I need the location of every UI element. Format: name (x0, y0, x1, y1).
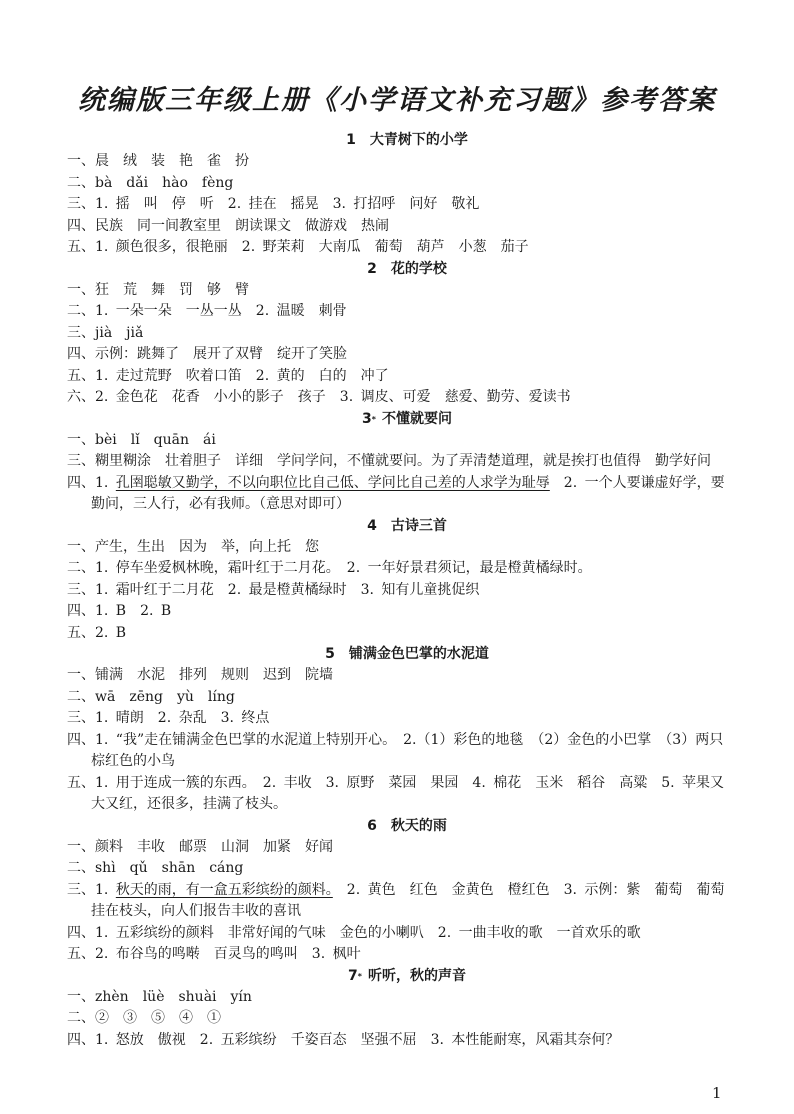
section-name: 听听，秋的声音 (367, 967, 466, 984)
section-name: 铺满金色巴掌的水泥道 (348, 646, 489, 662)
section-title (81, 644, 733, 665)
answer-line: 一、颜料 丰收 邮票 山洞 加紧 好闻 (67, 838, 333, 855)
answer-line: 四、1. 怒放 傲视 2. 五彩缤纷 千姿百态 坚强不屈 3. 本性能耐寒，风霜其奈何？ (67, 1031, 620, 1048)
answer-line: 四、示例：跳舞了 展开了双臂 绽开了笑脸 (67, 346, 347, 362)
section-title (81, 966, 733, 987)
section-number: 5 (325, 646, 335, 662)
answer-line: 四、民族 同一间教室里 朗读课文 做游戏 热闹 (67, 217, 389, 234)
answer-prefix: 三、1. (67, 881, 116, 898)
answer-rest: 2. 黄色 红色 金黄色 橙红色 3. 示例：紫 葡萄 葡萄挂在枝头，向人们报告丰收的喜讯 (91, 881, 725, 919)
answer-line: 三、jià jiǎ (67, 324, 144, 341)
page-number: 1 (712, 1084, 722, 1102)
answer-line: 一、铺满 水泥 排列 规则 迟到 院墙 (67, 667, 333, 683)
answer-line: 二、1. 一朵一朵 一丛一丛 2. 温暖 刺骨 (67, 303, 347, 319)
section-name: 古诗三首 (390, 517, 447, 534)
answer-line: 四、1. 五彩缤纷的颜料 非常好闻的气味 金色的小喇叭 2. 一曲丰收的歌 一首欢乐的歌 (67, 924, 641, 941)
section-number: 7 (348, 967, 358, 984)
answer-line: 二、bà dǎi hào fèng (67, 174, 234, 191)
section-title (81, 130, 733, 151)
answer-line: 二、② ③ ⑤ ④ ① (67, 1010, 221, 1026)
page-title: 统编版三年级上册《小学语文补充习题》参考答案 (78, 85, 716, 116)
section-number: 2 (367, 260, 377, 277)
answer-rest: 2. 一个人要谦虚好学，要勤问，三人行，必有我师。（意思对即可） (91, 474, 725, 512)
section-name: 大青树下的小学 (369, 132, 468, 148)
answer-line: 一、产生，生出 因为 举，向上托 您 (67, 538, 319, 555)
answer-line: 四、1. B 2. B (67, 603, 172, 619)
answer-line: 三、1. 摇 叫 停 听 2. 挂在 摇晃 3. 打招呼 问好 敬礼 (67, 196, 480, 212)
section-name: 花的学校 (390, 260, 447, 277)
section-number: 3 (362, 410, 372, 427)
section-title (81, 816, 733, 837)
section-name: 秋天的雨 (390, 817, 447, 834)
underlined-answer: 孔圉聪敏又勤学，不以向职位比自己低、学问比自己差的人求学为耻辱 (115, 474, 550, 491)
answer-line: 四、1. “我”走在铺满金色巴掌的水泥道上特别开心。 2.（1）彩色的地毯 （2）金色的小巴掌 （3）两只棕红色的小鸟 (67, 731, 724, 769)
answer-prefix: 四、1. (67, 474, 116, 491)
answer-line: 二、shì qǔ shān cáng (67, 860, 244, 876)
optional-mark: * (357, 971, 362, 981)
optional-mark: * (371, 414, 376, 424)
underlined-answer: 秋天的雨，有一盒五彩缤纷的颜料。 (115, 881, 333, 898)
answer-line: 一、bèi lǐ quān ái (67, 431, 216, 448)
answer-line: 六、2. 金色花 花香 小小的影子 孩子 3. 调皮、可爱 慈爱、勤劳、爱读书 (67, 389, 571, 405)
section-title (81, 516, 733, 537)
answer-line: 一、晨 绒 装 艳 雀 扮 (67, 153, 249, 169)
answer-content (67, 130, 733, 1051)
answer-line: 五、2. 布谷鸟的鸣啭 百灵鸟的鸣叫 3. 枫叶 (67, 946, 361, 962)
answer-line: 二、wā zēng yù líng (67, 688, 235, 705)
answer-line (67, 880, 733, 923)
answer-line: 三、糊里糊涂 壮着胆子 详细 学问学问，不懂就要问。为了弄清楚道理，就是挨打也值得 勤学好问 (67, 453, 711, 469)
answer-line (67, 473, 733, 516)
answer-line: 五、1. 走过荒野 吹着口笛 2. 黄的 白的 冲了 (67, 367, 389, 384)
answer-line: 五、1. 颜色很多，很艳丽 2. 野茉莉 大南瓜 葡萄 葫芦 小葱 茄子 (67, 239, 529, 255)
section-title (81, 409, 733, 430)
section-number: 4 (367, 517, 377, 534)
section-name: 不懂就要问 (381, 410, 452, 427)
answer-line: 五、1. 用于连成一簇的东西。 2. 丰收 3. 原野 菜园 果园 4. 棉花 玉米 稻谷 高粱 5. 苹果又大又红，还很多，挂满了枝头。 (67, 774, 725, 812)
answer-line: 一、zhèn lüè shuài yín (67, 988, 252, 1005)
section-number: 1 (346, 132, 356, 148)
answer-line: 二、1. 停车坐爱枫林晚，霜叶红于二月花。 2. 一年好景君须记，最是橙黄橘绿时。 (67, 560, 592, 576)
answer-line: 一、狂 荒 舞 罚 够 臂 (67, 281, 249, 298)
section-title (81, 259, 733, 280)
section-number: 6 (367, 817, 377, 834)
answer-line: 三、1. 霜叶红于二月花 2. 最是橙黄橘绿时 3. 知有儿童挑促织 (67, 581, 480, 598)
answer-line: 三、1. 晴朗 2. 杂乱 3. 终点 (67, 710, 270, 726)
answer-line: 五、2. B (67, 624, 127, 641)
